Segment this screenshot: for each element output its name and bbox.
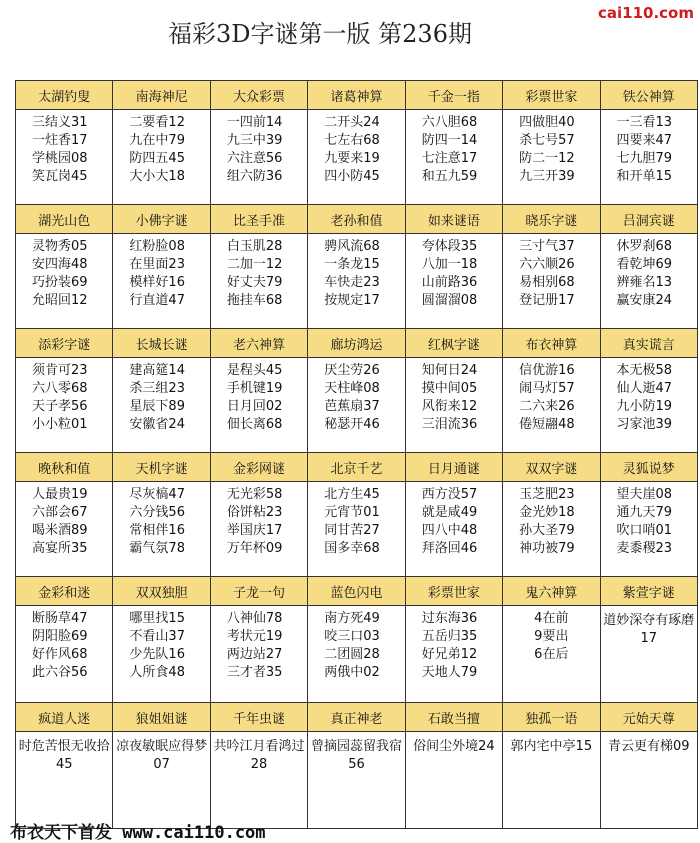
cell-content: [308, 732, 404, 828]
clue-line: 学桃园08: [32, 151, 88, 166]
puzzle-cell: [406, 577, 503, 703]
clue-line: 六分钱56: [129, 505, 185, 520]
clue-line: 九三开39: [519, 169, 575, 184]
cell-header: 石敢当擅: [406, 703, 502, 732]
clue-line: 建高筵14: [129, 363, 185, 378]
clue-line: 曾摘园蕊留我宿56: [310, 739, 402, 772]
clue-line: 万年杯09: [226, 541, 283, 556]
clue-line: 七注意17: [421, 151, 478, 166]
cell-header: 吕洞宾谜: [601, 205, 697, 234]
puzzle-cell: [406, 329, 503, 453]
clue-line: 允昭回12: [32, 293, 88, 308]
clue-line: 二要看12: [129, 115, 185, 130]
clue-line: 六部会67: [32, 505, 88, 520]
table-row: [16, 205, 698, 329]
clue-line: 夸体段35: [421, 239, 478, 254]
clue-line: 过东海36: [421, 611, 478, 626]
puzzle-cell: [503, 703, 600, 829]
cell-content: [308, 110, 404, 204]
table-row: [16, 577, 698, 703]
clue-line: 日月回02: [226, 399, 283, 414]
cell-content: [601, 234, 697, 328]
cell-content: [406, 110, 502, 204]
cell-content: [16, 732, 112, 828]
clue-line: 本无极58: [616, 363, 673, 378]
clue-line: 防四一14: [421, 133, 478, 148]
clue-line: 咬三口03: [324, 629, 380, 644]
cell-content: [406, 732, 502, 828]
puzzle-cell: [503, 577, 600, 703]
clue-line: 山前路36: [421, 275, 478, 290]
clue-line: 同甘苦27: [324, 523, 380, 538]
puzzle-cell: [211, 703, 308, 829]
cell-header: 疯道人迷: [16, 703, 112, 732]
clue-line: 安四海48: [32, 257, 88, 272]
cell-header: 双双独胆: [113, 577, 209, 606]
clue-line: 模样好16: [129, 275, 185, 290]
puzzle-cell: [211, 453, 308, 577]
cell-content: [601, 358, 697, 452]
clue-line: 俗饼粘23: [226, 505, 283, 520]
cell-header: 千金一指: [406, 81, 502, 110]
cell-content: [113, 110, 209, 204]
cell-header: 灵狐说梦: [601, 453, 697, 482]
clue-line: 拜洛回46: [421, 541, 478, 556]
clue-line: 笑瓦岗45: [32, 169, 88, 184]
puzzle-cell: [113, 205, 210, 329]
cell-header: 湖光山色: [16, 205, 112, 234]
clue-line: 无光彩58: [226, 487, 283, 502]
page-title: 福彩3D字谜第一版 第236期: [168, 20, 472, 48]
cell-header: 日月通谜: [406, 453, 502, 482]
clue-line: 和开单15: [616, 169, 673, 184]
clue-line: 杀三组23: [129, 381, 185, 396]
clue-line: 辨雍名13: [616, 275, 673, 290]
clue-line: 二开头24: [324, 115, 380, 130]
clue-line: 和五九59: [421, 169, 478, 184]
cell-content: [16, 482, 112, 576]
clue-line: 知何日24: [421, 363, 478, 378]
clue-line: 6在后: [534, 647, 569, 662]
clue-line: 国多幸68: [324, 541, 380, 556]
clue-line: 六八胆68: [421, 115, 478, 130]
clue-line: 九在中79: [129, 133, 185, 148]
puzzle-cell: [113, 329, 210, 453]
clue-line: 在里面23: [129, 257, 185, 272]
puzzle-cell: [113, 81, 210, 205]
clue-line: 天子孝56: [32, 399, 88, 414]
site-watermark: cai110.com: [598, 4, 694, 22]
cell-content: [211, 482, 307, 576]
clue-line: 闹马灯57: [519, 381, 575, 396]
clue-line: 防二一12: [519, 151, 575, 166]
cell-content: [601, 110, 697, 204]
cell-content: [113, 234, 209, 328]
clue-line: 道妙深夺有琢磨17: [603, 613, 695, 646]
clue-line: 巧扮装69: [32, 275, 88, 290]
puzzle-cell: [16, 703, 113, 829]
clue-line: 两边站27: [226, 647, 283, 662]
clue-line: 骋风流68: [324, 239, 380, 254]
clue-line: 是程头45: [226, 363, 283, 378]
clue-line: 两俄中02: [324, 665, 380, 680]
cell-content: [211, 358, 307, 452]
clue-line: 此六谷56: [32, 665, 88, 680]
clue-line: 吹口哨01: [616, 523, 673, 538]
clue-line: 好丈夫79: [226, 275, 283, 290]
puzzle-cell: [113, 577, 210, 703]
clue-line: 四做胆40: [519, 115, 575, 130]
cell-content: [503, 606, 599, 700]
clue-line: 手机键19: [226, 381, 283, 396]
puzzle-cell: [503, 81, 600, 205]
cell-content: [601, 732, 697, 828]
clue-line: 喝米酒89: [32, 523, 88, 538]
cell-header: 晓乐字谜: [503, 205, 599, 234]
puzzle-cell: [308, 205, 405, 329]
clue-line: 不看山37: [129, 629, 185, 644]
cell-header: 大众彩票: [211, 81, 307, 110]
puzzle-cell: [406, 81, 503, 205]
clue-line: 六八零68: [32, 381, 88, 396]
clue-line: 人所食48: [129, 665, 185, 680]
clue-line: 好兄弟12: [421, 647, 478, 662]
clue-line: 天地人79: [421, 665, 478, 680]
puzzle-cell: [16, 205, 113, 329]
cell-content: [406, 234, 502, 328]
puzzle-cell: [308, 577, 405, 703]
clue-line: 四小防45: [324, 169, 380, 184]
cell-header: 北京千艺: [308, 453, 404, 482]
cell-header: 诸葛神算: [308, 81, 404, 110]
clue-line: 天柱峰08: [324, 381, 380, 396]
clue-line: 二团圆28: [324, 647, 380, 662]
puzzle-cell: [601, 81, 698, 205]
clue-line: 二加一12: [226, 257, 283, 272]
cell-content: [406, 482, 502, 576]
clue-line: 孙大圣79: [519, 523, 575, 538]
cell-header: 金彩网谜: [211, 453, 307, 482]
clue-line: 五岳归35: [421, 629, 478, 644]
puzzle-cell: [308, 329, 405, 453]
puzzle-cell: [211, 81, 308, 205]
clue-line: 金光妙18: [519, 505, 575, 520]
clue-line: 尽灰槁47: [129, 487, 185, 502]
clue-line: 二六来26: [519, 399, 575, 414]
puzzle-cell: [601, 205, 698, 329]
clue-line: 赢安康24: [616, 293, 673, 308]
puzzle-cell: [16, 329, 113, 453]
clue-line: 哪里找15: [129, 611, 185, 626]
puzzle-cell: [308, 81, 405, 205]
clue-line: 九要来19: [324, 151, 380, 166]
cell-header: 廊坊鸿运: [308, 329, 404, 358]
clue-line: 小小粒01: [32, 417, 88, 432]
cell-content: [16, 358, 112, 452]
cell-content: [211, 234, 307, 328]
clue-line: 易相别68: [519, 275, 575, 290]
clue-line: 举国庆17: [226, 523, 283, 538]
puzzle-table: [15, 80, 698, 829]
clue-line: 防四五45: [129, 151, 185, 166]
cell-header: 元始天尊: [601, 703, 697, 732]
clue-line: 九三中39: [226, 133, 283, 148]
cell-header: 鬼六神算: [503, 577, 599, 606]
clue-line: 高宴所35: [32, 541, 88, 556]
cell-content: [503, 110, 599, 204]
cell-content: [406, 358, 502, 452]
clue-line: 霸气氛78: [129, 541, 185, 556]
cell-content: [503, 234, 599, 328]
clue-line: 行直道47: [129, 293, 185, 308]
clue-line: 常相伴16: [129, 523, 185, 538]
puzzle-cell: [211, 205, 308, 329]
clue-line: 麦黍稷23: [616, 541, 673, 556]
clue-line: 少先队16: [129, 647, 185, 662]
puzzle-cell: [16, 577, 113, 703]
clue-line: 看乾坤69: [616, 257, 673, 272]
table-row: [16, 329, 698, 453]
clue-line: 安徽省24: [129, 417, 185, 432]
clue-line: 一条龙15: [324, 257, 380, 272]
cell-content: [308, 482, 404, 576]
cell-header: 老六神算: [211, 329, 307, 358]
cell-header: 真正神老: [308, 703, 404, 732]
cell-header: 狼姐姐谜: [113, 703, 209, 732]
cell-header: 金彩和迷: [16, 577, 112, 606]
clue-line: 好作风68: [32, 647, 88, 662]
clue-line: 摸中间05: [421, 381, 478, 396]
cell-content: [503, 732, 599, 828]
puzzle-cell: [406, 703, 503, 829]
cell-content: [308, 606, 404, 700]
cell-header: 红枫字谜: [406, 329, 502, 358]
table-row: [16, 453, 698, 577]
clue-line: 西方没57: [421, 487, 478, 502]
clue-line: 仙人逝47: [616, 381, 673, 396]
cell-content: [211, 110, 307, 204]
clue-line: 六六顺26: [519, 257, 575, 272]
puzzle-cell: [113, 453, 210, 577]
table-row: [16, 703, 698, 829]
clue-line: 三寸气37: [519, 239, 575, 254]
clue-line: 俗间尘外境24: [413, 739, 495, 754]
clue-line: 4在前: [534, 611, 569, 626]
clue-line: 车快走23: [324, 275, 380, 290]
cell-header: 天机字谜: [113, 453, 209, 482]
table-row: [16, 81, 698, 205]
clue-line: 共吟江月看鸿过28: [213, 739, 305, 772]
clue-line: 9要出: [534, 629, 569, 644]
clue-line: 白玉肌28: [226, 239, 283, 254]
clue-line: 休罗刹68: [616, 239, 673, 254]
cell-content: [113, 606, 209, 700]
puzzle-cell: [601, 453, 698, 577]
puzzle-cell: [601, 329, 698, 453]
clue-line: 倦短翮48: [519, 417, 575, 432]
cell-header: 比圣手准: [211, 205, 307, 234]
puzzle-cell: [16, 453, 113, 577]
clue-line: 青云更有梯09: [607, 739, 690, 754]
cell-content: [16, 606, 112, 700]
cell-header: 长城长谜: [113, 329, 209, 358]
clue-line: 四要来47: [616, 133, 673, 148]
cell-content: [406, 606, 502, 700]
clue-line: 就是咸49: [421, 505, 478, 520]
clue-line: 灵物秀05: [32, 239, 88, 254]
cell-header: 千年虫谜: [211, 703, 307, 732]
clue-line: 厌尘劳26: [324, 363, 380, 378]
cell-header: 南海神尼: [113, 81, 209, 110]
puzzle-cell: [601, 703, 698, 829]
clue-line: 拖挂车68: [226, 293, 283, 308]
cell-content: [16, 234, 112, 328]
clue-line: 阴阳脸69: [32, 629, 88, 644]
cell-header: 彩票世家: [503, 81, 599, 110]
cell-header: 铁公神算: [601, 81, 697, 110]
clue-line: 八神仙78: [226, 611, 283, 626]
clue-line: 考状元19: [226, 629, 283, 644]
cell-content: [211, 732, 307, 828]
cell-content: [308, 234, 404, 328]
clue-line: 断肠草47: [32, 611, 88, 626]
clue-line: 芭蕉扇37: [324, 399, 380, 414]
clue-line: 习家池39: [616, 417, 673, 432]
clue-line: 神功被79: [519, 541, 575, 556]
clue-line: 信优游16: [519, 363, 575, 378]
cell-content: [113, 732, 209, 828]
clue-line: 九小防19: [616, 399, 673, 414]
puzzle-cell: [308, 453, 405, 577]
puzzle-cell: [211, 577, 308, 703]
clue-line: 三泪流36: [421, 417, 478, 432]
clue-line: 七九胆79: [616, 151, 673, 166]
cell-header: 子龙一句: [211, 577, 307, 606]
cell-content: [601, 482, 697, 576]
clue-line: 组六防36: [226, 169, 283, 184]
cell-content: [503, 482, 599, 576]
clue-line: 须肯可23: [32, 363, 88, 378]
cell-header: 蓝色闪电: [308, 577, 404, 606]
cell-header: 布衣神算: [503, 329, 599, 358]
cell-header: 添彩字谜: [16, 329, 112, 358]
cell-content: [601, 606, 697, 702]
cell-header: 如来谜语: [406, 205, 502, 234]
cell-header: 晚秋和值: [16, 453, 112, 482]
puzzle-cell: [503, 453, 600, 577]
puzzle-cell: [406, 205, 503, 329]
clue-line: 凉夜敏眠应得梦07: [116, 739, 208, 772]
cell-content: [308, 358, 404, 452]
clue-line: 秘瑟开46: [324, 417, 380, 432]
clue-line: 北方生45: [324, 487, 380, 502]
puzzle-cell: [211, 329, 308, 453]
clue-line: 六注意56: [226, 151, 283, 166]
puzzle-cell: [503, 205, 600, 329]
puzzle-cell: [406, 453, 503, 577]
clue-line: 南方死49: [324, 611, 380, 626]
clue-line: 圆溜溜08: [421, 293, 478, 308]
clue-line: 登记册17: [519, 293, 575, 308]
cell-header: 太湖钓叟: [16, 81, 112, 110]
clue-line: 八加一18: [421, 257, 478, 272]
clue-line: 一三看13: [616, 115, 673, 130]
cell-content: [503, 358, 599, 452]
cell-content: [113, 482, 209, 576]
clue-line: 时危苦恨无收拾45: [18, 739, 110, 772]
clue-line: 一四前14: [226, 115, 283, 130]
footer-banner: 布衣天下首发 www.cai110.com: [10, 823, 266, 843]
cell-content: [16, 110, 112, 204]
cell-header: 紫萱字谜: [601, 577, 697, 606]
clue-line: 望夫崖08: [616, 487, 673, 502]
clue-line: 三才者35: [226, 665, 283, 680]
clue-line: 元宵节01: [324, 505, 380, 520]
puzzle-cell: [503, 329, 600, 453]
clue-line: 风衔来12: [421, 399, 478, 414]
clue-line: 按规定17: [324, 293, 380, 308]
cell-header: 真实谎言: [601, 329, 697, 358]
clue-line: 通九天79: [616, 505, 673, 520]
clue-line: 郭内宅中亭15: [510, 739, 593, 754]
puzzle-cell: [601, 577, 698, 703]
cell-header: 老孙和值: [308, 205, 404, 234]
clue-line: 七左右68: [324, 133, 380, 148]
puzzle-cell: [308, 703, 405, 829]
cell-header: 小佛字谜: [113, 205, 209, 234]
clue-line: 三结义31: [32, 115, 88, 130]
clue-line: 大小大18: [129, 169, 185, 184]
cell-content: [113, 358, 209, 452]
clue-line: 四八中48: [421, 523, 478, 538]
cell-header: 彩票世家: [406, 577, 502, 606]
puzzle-cell: [113, 703, 210, 829]
cell-header: 独孤一语: [503, 703, 599, 732]
clue-line: 星辰下89: [129, 399, 185, 414]
cell-content: [211, 606, 307, 700]
clue-line: 红粉脸08: [129, 239, 185, 254]
cell-header: 双双字谜: [503, 453, 599, 482]
clue-line: 玉芝肥23: [519, 487, 575, 502]
clue-line: 人最贵19: [32, 487, 88, 502]
clue-line: 一炷香17: [32, 133, 88, 148]
puzzle-cell: [16, 81, 113, 205]
clue-line: 杀七号57: [519, 133, 575, 148]
clue-line: 佃长离68: [226, 417, 283, 432]
